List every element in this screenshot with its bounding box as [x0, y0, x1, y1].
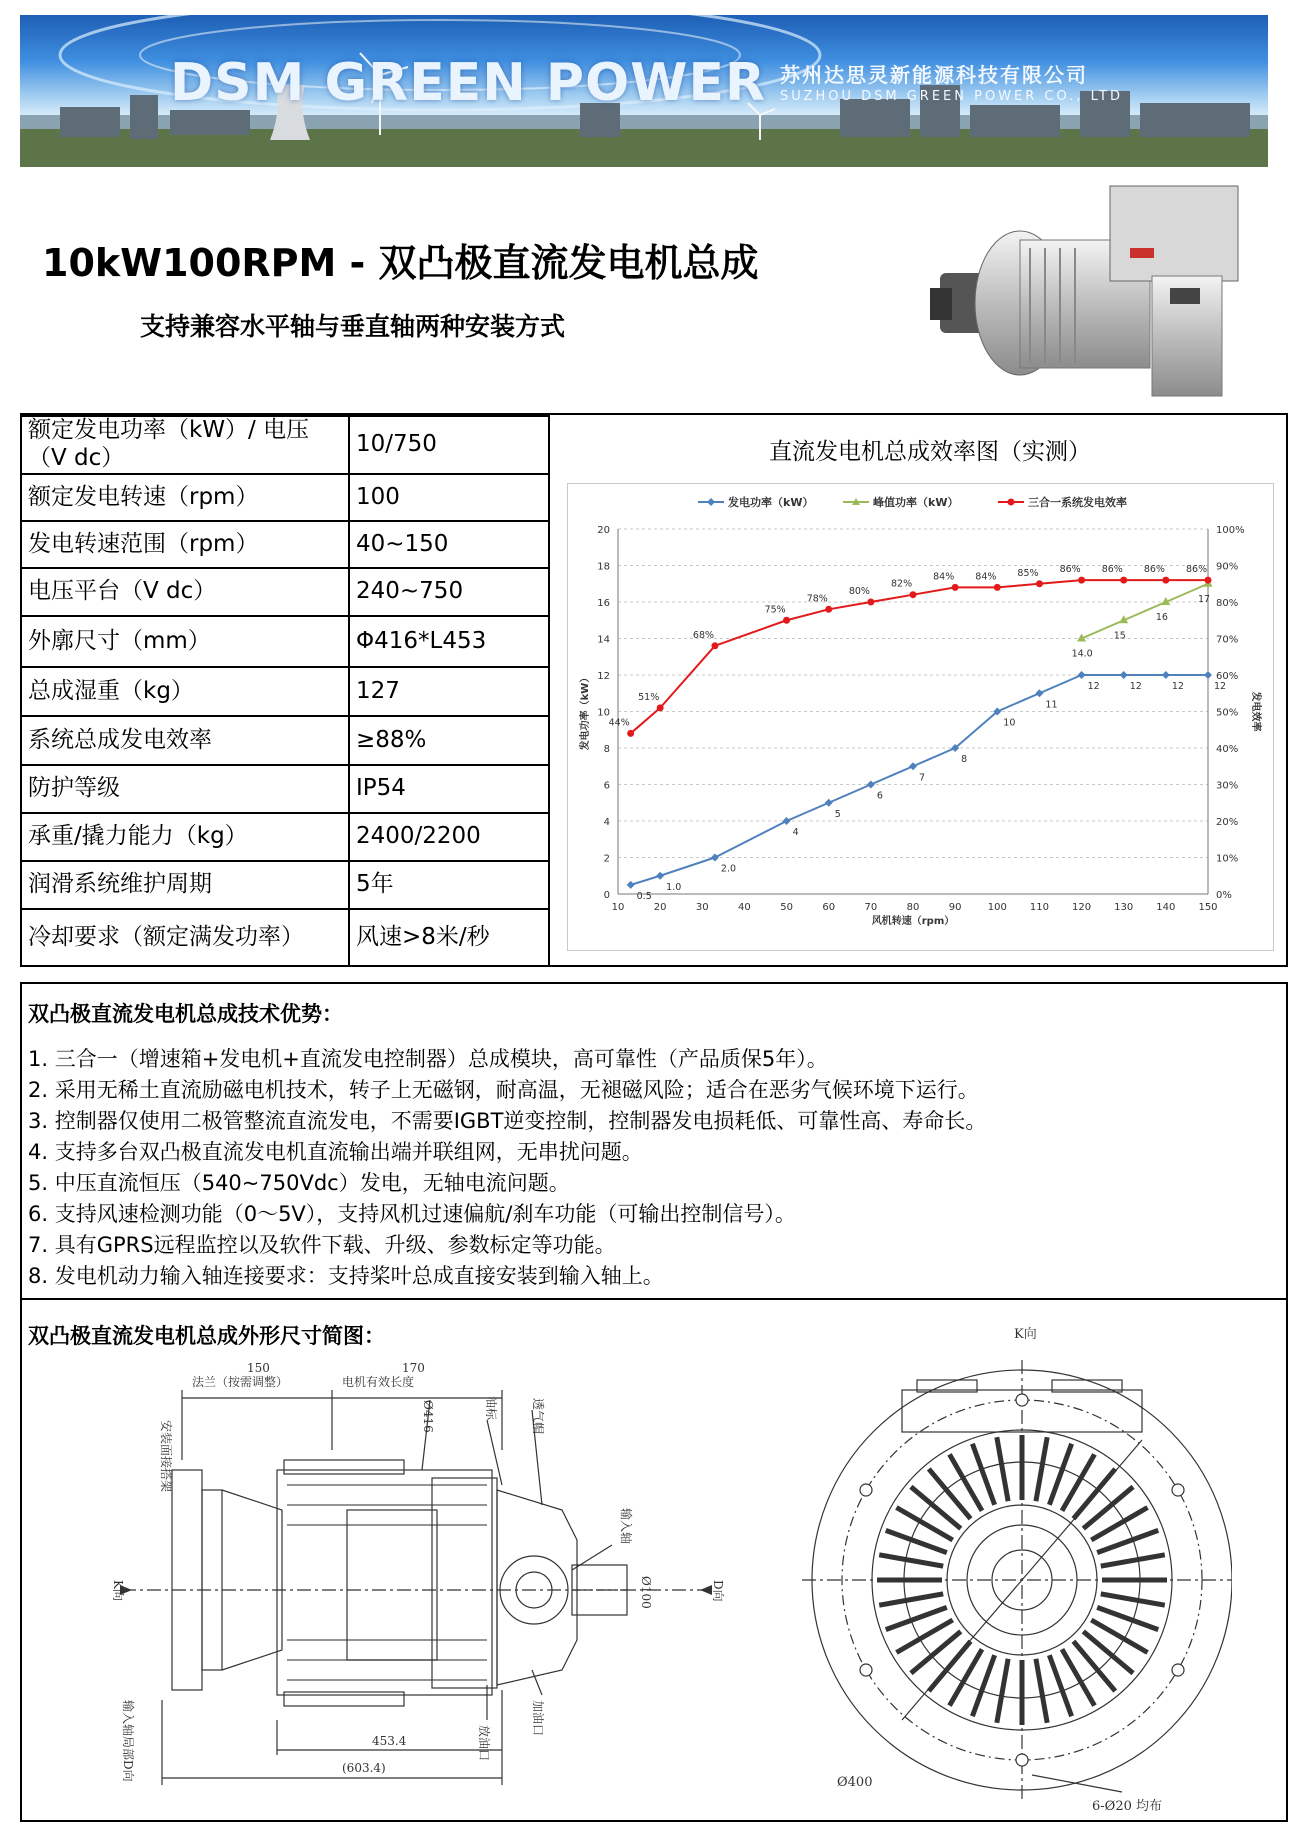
spec-value: IP54: [349, 765, 549, 813]
data-label: 15: [1113, 630, 1126, 642]
y2-tick-label: 80%: [1216, 598, 1239, 609]
data-point: [783, 817, 791, 825]
y2-tick-label: 60%: [1216, 671, 1239, 682]
spec-row: [22, 861, 549, 909]
y-axis-title: 发电功率（kW）: [580, 672, 591, 751]
spec-value: 5年: [349, 861, 549, 909]
data-label: 68%: [692, 629, 715, 641]
advantages-list: [28, 1044, 986, 1292]
x-tick-label: 10: [611, 902, 625, 913]
data-point: [656, 872, 664, 880]
x-tick-label: 150: [1198, 902, 1218, 913]
y-tick-label: 0: [603, 890, 610, 901]
data-point: [910, 591, 917, 598]
spec-value: 10/750: [349, 416, 549, 474]
front-view-drawing: [792, 1320, 1232, 1820]
x-tick-label: 40: [738, 902, 751, 913]
chart-title: 直流发电机总成效率图（实测）: [769, 439, 1091, 465]
dim-150-label: 150: [247, 1361, 270, 1375]
data-point: [825, 606, 832, 613]
advantage-item: 8. 发电机动力输入轴连接要求：支持桨叶总成直接安装到输入轴上。: [28, 1264, 664, 1288]
data-point: [1036, 580, 1043, 587]
company-name-en: SUZHOU DSM GREEN POWER CO., LTD: [780, 89, 1123, 104]
input-shaft-label: 输入轴: [619, 1508, 633, 1545]
spec-row: [22, 909, 549, 966]
x-tick-label: 140: [1156, 902, 1176, 913]
data-label: 86%: [1186, 564, 1208, 576]
data-label: 44%: [608, 717, 630, 729]
spec-label: 系统总成发电效率: [22, 716, 349, 765]
legend-label: 峰值功率（kW）: [873, 496, 959, 509]
data-point: [1205, 577, 1212, 584]
dim-150-note: 法兰（按需调整）: [192, 1375, 289, 1389]
data-label: 11: [1045, 699, 1058, 711]
data-point: [783, 617, 790, 624]
spec-label: 发电转速范围（rpm）: [22, 521, 349, 568]
x-tick-label: 70: [864, 902, 878, 913]
data-label: 4: [792, 827, 799, 838]
advantage-item: 1. 三合一（增速箱+发电机+直流发电控制器）总成模块，高可靠性（产品质保5年）。: [28, 1047, 828, 1071]
data-point: [627, 730, 634, 737]
x-tick-label: 80: [906, 902, 920, 913]
data-point: [711, 642, 718, 649]
dimensions-section: [20, 1300, 1288, 1822]
data-label: 12: [1171, 681, 1184, 692]
brand-name: DSM GREEN POWER: [170, 53, 767, 113]
data-point: [867, 599, 874, 606]
oil-fill-label: 加油口: [531, 1700, 545, 1737]
spec-row: [22, 521, 549, 568]
data-point: [1162, 577, 1169, 584]
data-label: 6: [876, 790, 883, 802]
advantage-item: 2. 采用无稀土直流励磁电机技术，转子上无磁钢，耐高温，无褪磁风险；适合在恶劣气候环境下运行。: [28, 1078, 979, 1102]
drain-label: 放油口: [477, 1725, 491, 1762]
y-tick-label: 10: [597, 707, 610, 719]
data-point: [1204, 671, 1212, 679]
spec-section: [20, 413, 1288, 967]
page-title: 10kW100RPM - 双凸极直流发电机总成: [42, 241, 759, 285]
spec-row: [22, 474, 549, 521]
advantages-section: [20, 982, 1288, 1300]
efficiency-chart: [568, 484, 1273, 950]
x-tick-label: 100: [987, 902, 1007, 913]
x-tick-label: 130: [1114, 902, 1134, 913]
y2-axis-title: 发电效率: [1250, 691, 1261, 732]
product-image: [930, 178, 1250, 400]
bottom-note-label: 输入轴局部D向: [121, 1700, 135, 1782]
data-label: 86%: [1101, 564, 1123, 576]
advantage-item: 4. 支持多台双凸极直流发电机直流输出端并联组网，无串扰问题。: [28, 1140, 643, 1164]
x-tick-label: 110: [1029, 902, 1049, 913]
phi400-label: Ø400: [837, 1775, 873, 1790]
spec-value: 100: [349, 474, 549, 521]
data-label: 12: [1087, 681, 1100, 692]
dim-170-note: 电机有效长度: [342, 1375, 415, 1389]
cooling-fin: [997, 1659, 1008, 1723]
data-label: 86%: [1143, 564, 1165, 576]
y-tick-label: 18: [597, 561, 610, 573]
y-tick-label: 8: [603, 744, 610, 755]
data-point: [825, 799, 833, 807]
data-point: [1078, 671, 1086, 679]
cooling-fin: [1101, 1555, 1165, 1566]
y-tick-label: 14: [597, 634, 610, 646]
data-point: [1035, 689, 1043, 697]
oil-gauge-label: 油标: [484, 1396, 498, 1421]
x-tick-label: 90: [948, 902, 962, 913]
spec-value: ≥88%: [349, 716, 549, 765]
phi416-label: Ø416: [421, 1400, 435, 1433]
spec-value: 风速>8米/秒: [349, 909, 549, 966]
advantage-item: 5. 中压直流恒压（540~750Vdc）发电，无轴电流问题。: [28, 1171, 570, 1195]
data-label: 10: [1003, 717, 1016, 729]
data-label: 1.0: [666, 881, 682, 893]
y2-tick-label: 50%: [1216, 707, 1239, 719]
phi100-label: Ø100: [639, 1576, 653, 1609]
cooling-fin: [1101, 1594, 1165, 1605]
k-view-label: K向: [1014, 1327, 1037, 1342]
y-tick-label: 6: [603, 780, 610, 792]
advantage-item: 3. 控制器仅使用二极管整流直流发电，不需要IGBT逆变控制，控制器发电损耗低、可靠性高、寿命长。: [28, 1109, 987, 1133]
spec-label: 额定发电功率（kW）/ 电压（V dc）: [22, 416, 349, 474]
company-name-cn: 苏州达思灵新能源科技有限公司: [780, 63, 1088, 87]
legend-marker: [707, 498, 715, 506]
data-label: 0.5: [636, 890, 652, 902]
spec-row: [22, 813, 549, 861]
header-banner: [20, 15, 1268, 167]
spec-label: 润滑系统维护周期: [22, 861, 349, 909]
dimensions-title: 双凸极直流发电机总成外形尺寸简图：: [28, 1324, 385, 1348]
spec-value: 240~750: [349, 568, 549, 616]
series-line: [1082, 584, 1211, 642]
spec-row: [22, 416, 549, 474]
y-tick-label: 20: [597, 525, 610, 536]
x-tick-label: 120: [1072, 902, 1092, 913]
page-subtitle: 支持兼容水平轴与垂直轴两种安装方式: [140, 312, 566, 341]
y2-tick-label: 20%: [1216, 817, 1239, 828]
spec-row: [22, 616, 549, 667]
y2-tick-label: 10%: [1216, 853, 1239, 865]
spec-label: 防护等级: [22, 765, 349, 813]
y-tick-label: 16: [597, 598, 610, 609]
data-label: 17: [1198, 593, 1211, 605]
data-point: [1078, 577, 1085, 584]
spec-row: [22, 765, 549, 813]
spec-value: 2400/2200: [349, 813, 549, 861]
y2-tick-label: 70%: [1216, 634, 1239, 646]
advantage-item: 7. 具有GPRS远程监控以及软件下载、升级、参数标定等功能。: [28, 1233, 616, 1257]
data-point: [627, 881, 635, 889]
data-label: 84%: [933, 571, 955, 583]
series-line: [631, 580, 1211, 733]
data-label: 80%: [848, 586, 870, 597]
vent-cap-label: 透气帽: [531, 1398, 545, 1435]
y2-tick-label: 90%: [1216, 561, 1239, 573]
spec-label: 额定发电转速（rpm）: [22, 474, 349, 521]
data-point: [1120, 577, 1127, 584]
holes-label: 6-Ø20 均布: [1092, 1799, 1162, 1814]
k-direction-label: K向: [111, 1580, 125, 1601]
x-tick-label: 50: [780, 902, 793, 913]
dim-453-label: 453.4: [372, 1734, 407, 1748]
legend-label: 三合一系统发电效率: [1028, 496, 1127, 509]
y2-tick-label: 100%: [1216, 525, 1245, 536]
legend-marker: [1008, 499, 1015, 506]
x-axis-title: 风机转速（rpm）: [871, 916, 955, 927]
data-label: 8: [961, 754, 968, 765]
data-label: 78%: [806, 593, 828, 605]
x-tick-label: 20: [653, 902, 667, 913]
data-point: [952, 584, 959, 591]
advantages-title: 双凸极直流发电机总成技术优势：: [28, 1002, 343, 1026]
data-point: [994, 584, 1001, 591]
data-point: [909, 762, 917, 770]
data-label: 86%: [1059, 564, 1081, 576]
data-point: [711, 854, 719, 862]
cooling-fin: [997, 1437, 1008, 1501]
y2-tick-label: 30%: [1216, 780, 1239, 792]
x-tick-label: 30: [695, 902, 709, 913]
cooling-fin: [1036, 1659, 1047, 1723]
y-tick-label: 12: [597, 671, 610, 682]
spec-table: [22, 415, 550, 966]
data-label: 51%: [638, 691, 660, 703]
y-tick-label: 2: [603, 853, 610, 865]
data-point: [1162, 671, 1170, 679]
data-label: 16: [1155, 612, 1168, 623]
mount-face-label: 安装面接搭架: [159, 1420, 173, 1493]
data-point: [1120, 671, 1128, 679]
spec-label: 承重/撬力能力（kg）: [22, 813, 349, 861]
data-label: 12: [1129, 681, 1142, 692]
spec-value: Φ416*L453: [349, 616, 549, 667]
spec-label: 总成湿重（kg）: [22, 667, 349, 716]
side-view-drawing: [102, 1340, 762, 1820]
dim-603-label: (603.4): [342, 1761, 386, 1775]
chart-container: [567, 483, 1274, 951]
data-label: 12: [1214, 681, 1227, 692]
data-label: 2.0: [720, 863, 737, 875]
d-direction-label: D向: [711, 1580, 725, 1602]
cooling-fin: [879, 1555, 943, 1566]
data-label: 7: [919, 772, 926, 784]
cooling-fin: [879, 1594, 943, 1605]
spec-row: [22, 667, 549, 716]
legend-label: 发电功率（kW）: [728, 496, 814, 509]
advantage-item: 6. 支持风速检测功能（0～5V），支持风机过速偏航/刹车功能（可输出控制信号）。: [28, 1202, 796, 1226]
spec-label: 电压平台（V dc）: [22, 568, 349, 616]
x-tick-label: 60: [822, 902, 836, 913]
spec-label: 冷却要求（额定满发功率）: [22, 909, 349, 966]
data-label: 82%: [891, 578, 913, 590]
spec-label: 外廓尺寸（mm）: [22, 616, 349, 667]
spec-row: [22, 716, 549, 765]
cooling-fin: [1036, 1437, 1047, 1501]
data-label: 85%: [1017, 567, 1039, 579]
spec-value: 127: [349, 667, 549, 716]
data-label: 14.0: [1071, 648, 1093, 660]
data-label: 84%: [975, 571, 997, 583]
data-point: [657, 704, 664, 711]
data-point: [867, 781, 875, 789]
data-label: 5: [834, 808, 841, 820]
dim-170-label: 170: [402, 1361, 425, 1375]
y-tick-label: 4: [603, 817, 610, 828]
y2-tick-label: 40%: [1216, 744, 1239, 755]
spec-value: 40~150: [349, 521, 549, 568]
y2-tick-label: 0%: [1216, 890, 1232, 901]
spec-row: [22, 568, 549, 616]
data-label: 75%: [764, 604, 786, 616]
